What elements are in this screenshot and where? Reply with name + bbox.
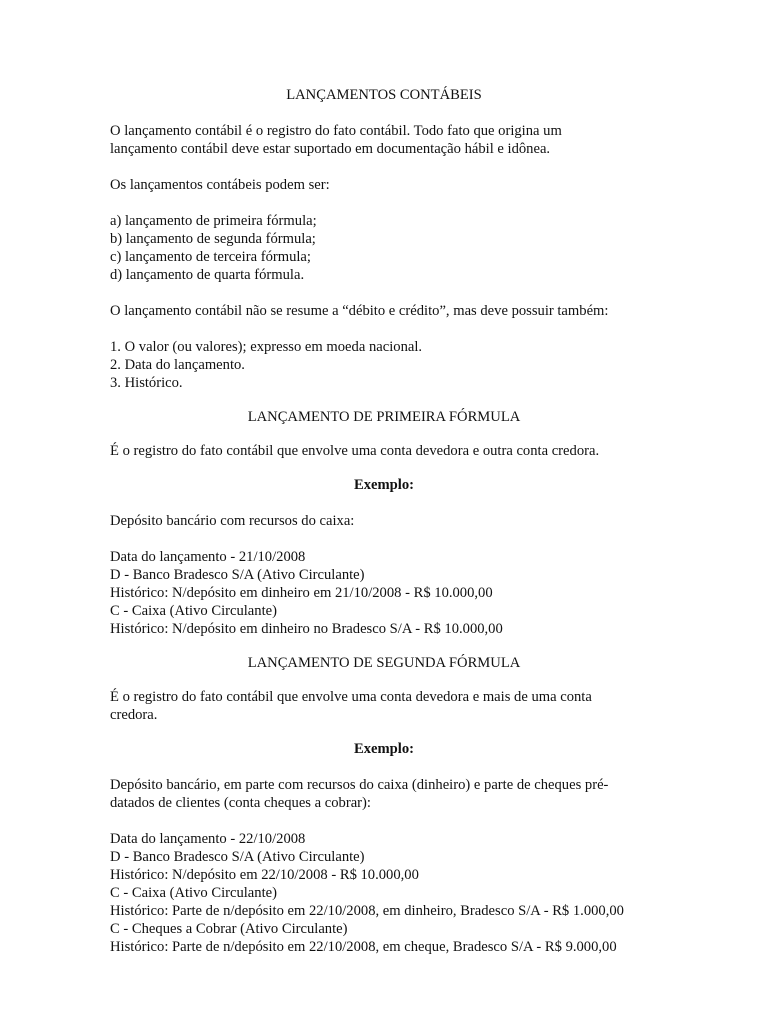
section1-entry-5: Histórico: N/depósito em dinheiro no Bradesco S/A - R$ 10.000,00 (110, 621, 503, 637)
types-intro: Os lançamentos contábeis podem ser: (110, 177, 330, 193)
section2-example-intro-line-1: Depósito bancário, em parte com recursos do caixa (dinheiro) e parte de cheques pré- (110, 777, 609, 793)
section1-example-intro: Depósito bancário com recursos do caixa: (110, 513, 355, 529)
section2-definition-line-2: credora. (110, 707, 158, 723)
section1-example-label: Exemplo: (354, 477, 414, 493)
section2-definition-line-1: É o registro do fato contábil que envolve uma conta devedora e mais de uma conta (110, 689, 592, 705)
section2-entry-5: Histórico: Parte de n/depósito em 22/10/2008, em dinheiro, Bradesco S/A - R$ 1.000,00 (110, 903, 624, 919)
section2-example-label: Exemplo: (354, 741, 414, 757)
requirement-item-3: 3. Histórico. (110, 375, 183, 391)
type-item-a: a) lançamento de primeira fórmula; (110, 213, 317, 229)
section1-entry-3: Histórico: N/depósito em dinheiro em 21/10/2008 - R$ 10.000,00 (110, 585, 493, 601)
section2-entry-7: Histórico: Parte de n/depósito em 22/10/2008, em cheque, Bradesco S/A - R$ 9.000,00 (110, 939, 617, 955)
section2-entry-6: C - Cheques a Cobrar (Ativo Circulante) (110, 921, 348, 937)
section1-entry-1: Data do lançamento - 21/10/2008 (110, 549, 306, 565)
section2-heading: LANÇAMENTO DE SEGUNDA FÓRMULA (247, 655, 521, 671)
section2-example-intro-line-2: datados de clientes (conta cheques a cobrar): (110, 795, 371, 811)
type-item-b: b) lançamento de segunda fórmula; (110, 231, 316, 247)
section1-heading: LANÇAMENTO DE PRIMEIRA FÓRMULA (247, 409, 521, 425)
document-page (110, 86, 658, 956)
document-title: LANÇAMENTOS CONTÁBEIS (286, 87, 482, 103)
section2-entry-2: D - Banco Bradesco S/A (Ativo Circulante) (110, 849, 365, 865)
section2-entry-4: C - Caixa (Ativo Circulante) (110, 885, 277, 901)
intro-line-2: lançamento contábil deve estar suportado em documentação hábil e idônea. (110, 141, 551, 157)
requirements-intro: O lançamento contábil não se resume a “débito e crédito”, mas deve possuir também: (110, 303, 609, 319)
section2-entry-3: Histórico: N/depósito em 22/10/2008 - R$ 10.000,00 (110, 867, 419, 883)
type-item-c: c) lançamento de terceira fórmula; (110, 249, 311, 265)
section1-definition: É o registro do fato contábil que envolve uma conta devedora e outra conta credora. (110, 443, 600, 459)
section2-entry-1: Data do lançamento - 22/10/2008 (110, 831, 306, 847)
intro-line-1: O lançamento contábil é o registro do fato contábil. Todo fato que origina um (110, 123, 562, 139)
section1-entry-2: D - Banco Bradesco S/A (Ativo Circulante) (110, 567, 365, 583)
requirement-item-2: 2. Data do lançamento. (110, 357, 245, 373)
requirement-item-1: 1. O valor (ou valores); expresso em moeda nacional. (110, 339, 423, 355)
type-item-d: d) lançamento de quarta fórmula. (110, 267, 305, 283)
section1-entry-4: C - Caixa (Ativo Circulante) (110, 603, 277, 619)
